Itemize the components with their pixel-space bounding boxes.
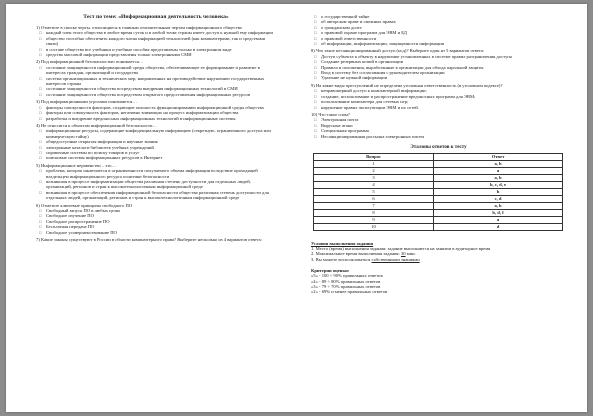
answer-key-row (314, 188, 563, 195)
left-option (36, 52, 276, 57)
option-text: факторы или совокупность факторов, негативно влияющих на процесс информатизации общества (46, 110, 239, 116)
bullet-icon: □ (314, 133, 317, 139)
bullet-icon: □ (314, 88, 317, 94)
option-text: система организационных и технических мер, направленных на противодействие нарушению государственных интересов страны (46, 75, 265, 87)
option-text: возникшая в процессе информатизации общества различная степень доступности для отдельных людей, организаций, регионов и стран к высокотехнологичным информационной среде (46, 178, 251, 190)
answer-key-answer: a, b (434, 160, 563, 167)
option-text: нарушение правил эксплуатации ЭВМ и их сетей. (321, 104, 419, 110)
bullet-icon: □ (39, 86, 42, 92)
criteria-line: «4» - 89 ÷ 80% правильных ответов (311, 278, 381, 284)
answer-key-question-number: 6 (314, 195, 434, 202)
answer-key-question-number: 1 (314, 160, 434, 167)
question-text: 9) На какие виды преступлений не определена уголовная ответственность (в уголовном кодексе)? (311, 82, 503, 88)
bullet-icon: □ (39, 64, 42, 70)
bullet-icon: □ (314, 99, 317, 105)
answer-key-answer: a (434, 216, 563, 223)
left-option (36, 190, 276, 201)
option-text: об авторском праве и смежных правах (321, 19, 396, 25)
bullet-icon: □ (39, 110, 42, 116)
answer-key-answer: b, c, d, e (434, 181, 563, 188)
answer-key-row (314, 167, 563, 174)
question-text: 4) Не относятся к объектам информационной безопасности… (36, 122, 158, 128)
option-text: Доступ субъекта к объекту в нарушение установленных в системе правил разграничения доступа (321, 53, 512, 59)
bullet-icon: □ (314, 104, 317, 110)
answer-key-answer: b, d, f (434, 209, 563, 216)
option-text: общедоступные открытая информация и научные знания (46, 139, 158, 145)
bullet-icon: □ (314, 93, 317, 99)
condition-1: 1. Место (время) выполнения задания: задание выполняется на занятии в аудиторное время (311, 245, 491, 251)
option-text: Свободное усовершенствование ПО (46, 229, 117, 235)
bullet-icon: □ (39, 155, 42, 161)
conditions-title: Условия выполнения задания (311, 240, 374, 246)
bullet-icon: □ (39, 224, 42, 230)
answer-key-row (314, 223, 563, 230)
bullet-icon: □ (39, 218, 42, 224)
right-option (311, 75, 566, 80)
document-page (6, 4, 587, 412)
option-text: Вход в систему без согласования с руководителем организации (321, 70, 445, 76)
left-option (36, 155, 276, 160)
left-question (36, 237, 276, 242)
answer-key-title: Эталоны ответов к тесту (410, 144, 467, 150)
bullet-icon: □ (39, 46, 42, 52)
bullet-icon: □ (39, 52, 42, 58)
bullet-icon: □ (39, 91, 42, 97)
answer-key-question-number: 9 (314, 216, 434, 223)
question-text: 10) Что такое спам? (311, 111, 350, 117)
option-text: информационные ресурсы, содержащие конфиденциальную информацию (секретную, ограниченного доступа или коммерческую тайну) (46, 128, 271, 139)
option-text: Специальная программа (321, 128, 369, 134)
bullet-icon: □ (39, 189, 42, 195)
option-text: состояние защищенности общества посредством открытого предоставления информационных ресурсов (46, 91, 250, 97)
answer-key-answer: a (434, 167, 563, 174)
criteria-title: Критерии оценки: (311, 268, 350, 274)
bullet-icon: □ (39, 128, 42, 134)
left-option (36, 36, 276, 47)
option-text: Бесплатная передача ПО (46, 224, 95, 230)
answer-key-header-answer: Ответ (434, 153, 563, 160)
option-text: состояние защищенности общества посредством внедрения информационных технологий в СМИ (46, 86, 238, 92)
option-text: состояние защищенности информационной среды общества, обеспечивающее ее формирование и развитие в интересах граждан, организаций и государства (46, 64, 260, 76)
answer-key-answer: a, b (434, 174, 563, 181)
answer-key-row (314, 160, 563, 167)
condition-2-minutes: 30 (400, 251, 406, 257)
left-option (36, 92, 276, 97)
answer-key-row (314, 174, 563, 181)
bullet-icon: □ (314, 30, 317, 36)
condition-2-text: 2. Максимальное время выполнения задания: (311, 251, 400, 257)
option-text: Свободное распространение ПО (46, 218, 110, 224)
option-text: создание, использование и распространение вредоносных программ для ЭВМ; (321, 93, 476, 99)
option-text: разработка и внедрение вредоносных информационных технологий в информационные системы (46, 115, 236, 121)
option-text: электронные каталоги библиотек учебных учреждений (46, 144, 154, 150)
answer-key-table (313, 153, 563, 231)
bullet-icon: □ (39, 35, 42, 41)
answer-key-question-number: 7 (314, 202, 434, 209)
option-text: в составе общества все учебники и учебные пособия представлены только в электронном виде (46, 46, 232, 52)
condition-2-unit: мин. (406, 251, 416, 257)
bullet-icon: □ (314, 41, 317, 47)
answer-key-question-number: 5 (314, 188, 434, 195)
condition-3-text: 3. Вы можете воспользоваться (311, 256, 371, 262)
answer-key-question-number: 10 (314, 223, 434, 230)
answer-key-row (314, 216, 563, 223)
criteria-list (311, 273, 566, 295)
bullet-icon: □ (39, 229, 42, 235)
bullet-icon: □ (39, 144, 42, 150)
option-text: Правила и положения, выработанные в организации для обхода парольной защиты (321, 64, 484, 70)
option-text: возникшая в процессе обеспечения информационной безопасности общества различная степень доступности для отдельных людей, организаций, регионов и стран к высокотехнологичным информационной среде (46, 189, 269, 201)
option-text: о правовой ответственности (321, 35, 377, 41)
option-text: справочные системы по поиску товаров и услуг (46, 149, 140, 155)
question-text: 2) Под информационной безопасностью понимается… (36, 59, 144, 65)
left-option (36, 116, 276, 121)
left-option (36, 65, 276, 76)
answer-key-header-row (314, 153, 563, 160)
bullet-icon: □ (39, 139, 42, 145)
bullet-icon: □ (314, 64, 317, 70)
option-text: неправомерный доступ к компьютерной информации; (321, 88, 427, 94)
answer-key-answer: c, d (434, 195, 563, 202)
bullet-icon: □ (314, 75, 317, 81)
criteria-line: «2» - 69% и менее правильных ответов (311, 289, 388, 295)
answer-key-answer: b (434, 188, 563, 195)
bullet-icon: □ (39, 168, 42, 174)
question-text: 7) Какие законы существуют в России в области компьютерного права? Выберите несколько из 4 вариантов ответа: (36, 237, 262, 243)
bullet-icon: □ (314, 19, 317, 25)
bullet-icon: □ (39, 208, 42, 213)
answer-key-question-number: 4 (314, 181, 434, 188)
option-text: факторы совокупности факторов, создающие опасность функционированию информационной среды общества (46, 104, 264, 110)
question-text: 8) Что такое несанкционированный доступ (нсд)? Выберите один из 5 вариантов ответа: (311, 48, 485, 54)
bullet-icon: □ (314, 70, 317, 76)
option-text: о государственной тайне (321, 14, 370, 19)
criteria-line: «5» - 100 ÷ 90% правильных ответов (311, 273, 383, 279)
question-text: 1) Отметьте в списке черты, относящиеся к главным отличительным чертам информационного общества (36, 25, 242, 30)
option-text: о правовой охране программ для ЭВМ и БД (321, 30, 407, 36)
right-column (311, 14, 566, 295)
option-text: Создание резервных копий в организации (321, 59, 404, 65)
question-text: 5) Информационное неравенство – это… (36, 162, 117, 168)
bullet-icon: □ (314, 117, 317, 123)
answer-key-question-number: 3 (314, 174, 434, 181)
option-text: Удаление не нужной информации (321, 75, 388, 81)
bullet-icon: □ (39, 149, 42, 155)
bullet-icon: □ (314, 59, 317, 65)
option-text: о гражданском долге (321, 24, 362, 30)
bullet-icon: □ (314, 35, 317, 41)
condition-3-resource: собственными знаниями (371, 256, 420, 262)
left-option (36, 128, 276, 139)
option-text: использование компьютера для сетевых игр; (321, 99, 409, 105)
answer-key-answer: a, b (434, 202, 563, 209)
right-option (311, 41, 566, 46)
answer-key-row (314, 181, 563, 188)
question-list-right (311, 14, 566, 139)
condition-3 (311, 257, 566, 262)
left-option (36, 230, 276, 235)
option-text: общество способно обеспечить каждого члена информацией технологией (как компьютерами, так и средствами связи) (46, 35, 266, 47)
right-option (311, 105, 566, 110)
bullet-icon: □ (314, 122, 317, 128)
question-text: 6) Отметьте ключевые принципы свободного ПО (36, 202, 133, 208)
left-column (36, 14, 276, 242)
option-text: средства массовой информации представлены только электронными СМИ (46, 52, 192, 58)
option-text: Свободное изучение ПО (46, 213, 94, 219)
bullet-icon: □ (39, 115, 42, 121)
question-list-left (36, 25, 276, 242)
answer-key-header-question: Вопрос (314, 153, 434, 160)
answer-key-answer: d (434, 223, 563, 230)
option-text: поисковые системы информационных ресурсов в Интернет (46, 155, 163, 161)
answer-key-row (314, 195, 563, 202)
left-option (36, 168, 276, 179)
bullet-icon: □ (39, 213, 42, 219)
bullet-icon: □ (39, 30, 42, 36)
option-text: Несанкционированная рассылка электронных писем (321, 133, 424, 139)
option-text: Электронная почта (321, 117, 359, 123)
answer-key-row (314, 209, 563, 216)
left-option (36, 76, 276, 87)
question-text: 3) Под информационными угрозами понимаются… (36, 99, 137, 105)
criteria-line: «3» - 79 ÷ 70% правильных ответов (311, 283, 381, 289)
option-text: Свободный запуск ПО в любых целях (46, 208, 121, 213)
bullet-icon: □ (314, 14, 317, 19)
option-text: об информации, информатизации, защищенности информации (321, 41, 445, 47)
option-text: Вирусные атаки (321, 122, 353, 128)
right-option (311, 134, 566, 139)
option-text: проблема, которая заключается в ограниченности получаемого объема информации вследствие проходящей владельцем информационного ресурса политики безопасности (46, 168, 258, 179)
answer-key-question-number: 2 (314, 167, 434, 174)
bullet-icon: □ (39, 75, 42, 81)
bullet-icon: □ (39, 178, 42, 184)
left-option (36, 179, 276, 190)
answer-key-row (314, 202, 563, 209)
option-text: каждый член этого общества в любое время суток и в любой точке страны имеет доступ к нужной ему информации (46, 30, 273, 36)
bullet-icon: □ (314, 53, 317, 59)
bullet-icon: □ (314, 24, 317, 30)
test-title: Тест по теме: «Информационная деятельность человека» (83, 14, 229, 20)
bullet-icon: □ (314, 128, 317, 134)
bullet-icon: □ (39, 104, 42, 110)
answer-key-question-number: 8 (314, 209, 434, 216)
